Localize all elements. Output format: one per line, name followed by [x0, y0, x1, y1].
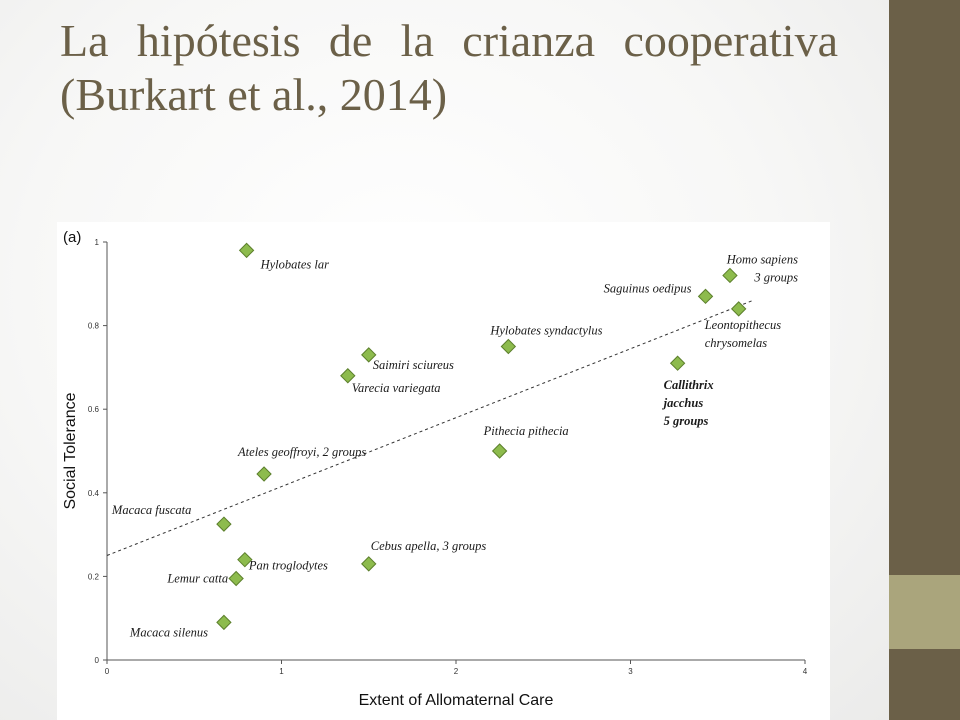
- data-point-label-line: Lemur catta: [167, 571, 229, 586]
- data-point-label: [483, 424, 569, 438]
- y-tick-label: 0.2: [87, 572, 99, 582]
- data-point-label: [260, 257, 330, 271]
- data-point-label: [704, 318, 782, 350]
- data-point-label-line: 3 groups: [754, 270, 798, 285]
- data-point-label-line: Hylobates syndactylus: [490, 323, 603, 338]
- data-point-label-line: Saimiri sciureus: [372, 357, 454, 372]
- x-tick-label: 2: [453, 667, 459, 676]
- data-point-label: [111, 503, 192, 517]
- data-point-label-line: jacchus: [663, 396, 704, 411]
- data-point-label-line: Pithecia pithecia: [483, 424, 569, 438]
- x-tick-label: 3: [628, 667, 633, 676]
- trendline-group: [107, 301, 753, 556]
- data-point-marker: [699, 289, 713, 303]
- data-point-marker: [257, 467, 271, 481]
- data-point-label: [248, 559, 328, 573]
- sidebar-band-dark-top: [889, 0, 960, 575]
- chart-axes: [107, 242, 805, 660]
- data-point-label: [726, 252, 798, 284]
- chart-ticks: [88, 238, 808, 676]
- x-tick-label: 0: [104, 667, 110, 676]
- sidebar-band-light: [889, 575, 960, 649]
- data-point-marker: [671, 356, 685, 370]
- data-point-label-line: Pan troglodytes: [248, 558, 328, 573]
- data-point-marker: [501, 340, 515, 354]
- data-point-label-line: Ateles geoffroyi, 2 groups: [238, 444, 367, 459]
- y-tick-label: 0.8: [87, 321, 99, 331]
- data-point-marker: [493, 444, 507, 458]
- chart-panel: [57, 222, 830, 720]
- trendline: [107, 301, 753, 556]
- y-axis-title: Social Tolerance: [62, 392, 79, 510]
- data-point-marker: [723, 268, 737, 282]
- data-point-label: [662, 378, 714, 428]
- y-tick-label: 0.6: [87, 405, 99, 415]
- data-point-label: [604, 281, 692, 295]
- scatter-chart: [57, 222, 830, 720]
- data-point-label-line: chrysomelas: [704, 335, 768, 350]
- x-tick-label: 4: [802, 667, 808, 676]
- sidebar-band-dark-bottom: [889, 649, 960, 720]
- data-point-label-line: 5 groups: [663, 414, 709, 429]
- data-point-label-line: Macaca fuscata: [111, 503, 192, 518]
- data-point-label-line: Macaca silenus: [129, 625, 209, 640]
- data-point-label-line: Leontopithecus: [704, 317, 782, 332]
- data-point-label: [489, 324, 602, 338]
- data-point-label-line: Callithrix: [663, 378, 714, 393]
- data-point-label: [166, 571, 228, 585]
- data-point-label-line: Saguinus oedipus: [603, 281, 692, 296]
- data-point-marker: [229, 571, 243, 585]
- data-point-label-line: Cebus apella, 3 groups: [370, 538, 487, 553]
- panel-label: (a): [63, 229, 82, 246]
- data-point-label-line: Hylobates lar: [260, 257, 330, 272]
- slide-title: La hipótesis de la crianza cooperativa (Burkart et al., 2014): [60, 15, 838, 120]
- y-tick-label: 0.4: [87, 488, 99, 498]
- data-point-label-line: Homo sapiens: [726, 252, 798, 267]
- y-tick-label: 0: [94, 656, 99, 665]
- x-tick-label: 1: [279, 667, 284, 676]
- data-point-label: [373, 358, 454, 372]
- data-point-marker: [240, 243, 254, 257]
- data-point-label: [352, 381, 441, 395]
- data-point-label: [371, 539, 487, 553]
- data-point-label: [237, 445, 366, 459]
- point-labels: [111, 252, 798, 639]
- data-point-marker: [217, 615, 231, 629]
- data-point-label-line: Varecia variegata: [351, 380, 441, 395]
- x-axis-title: Extent of Allomaternal Care: [358, 692, 554, 709]
- y-tick-label: 1: [94, 238, 99, 247]
- data-point-label: [129, 625, 208, 639]
- data-point-marker: [217, 517, 231, 531]
- sidebar-decoration: [889, 0, 960, 720]
- data-point-marker: [362, 557, 376, 571]
